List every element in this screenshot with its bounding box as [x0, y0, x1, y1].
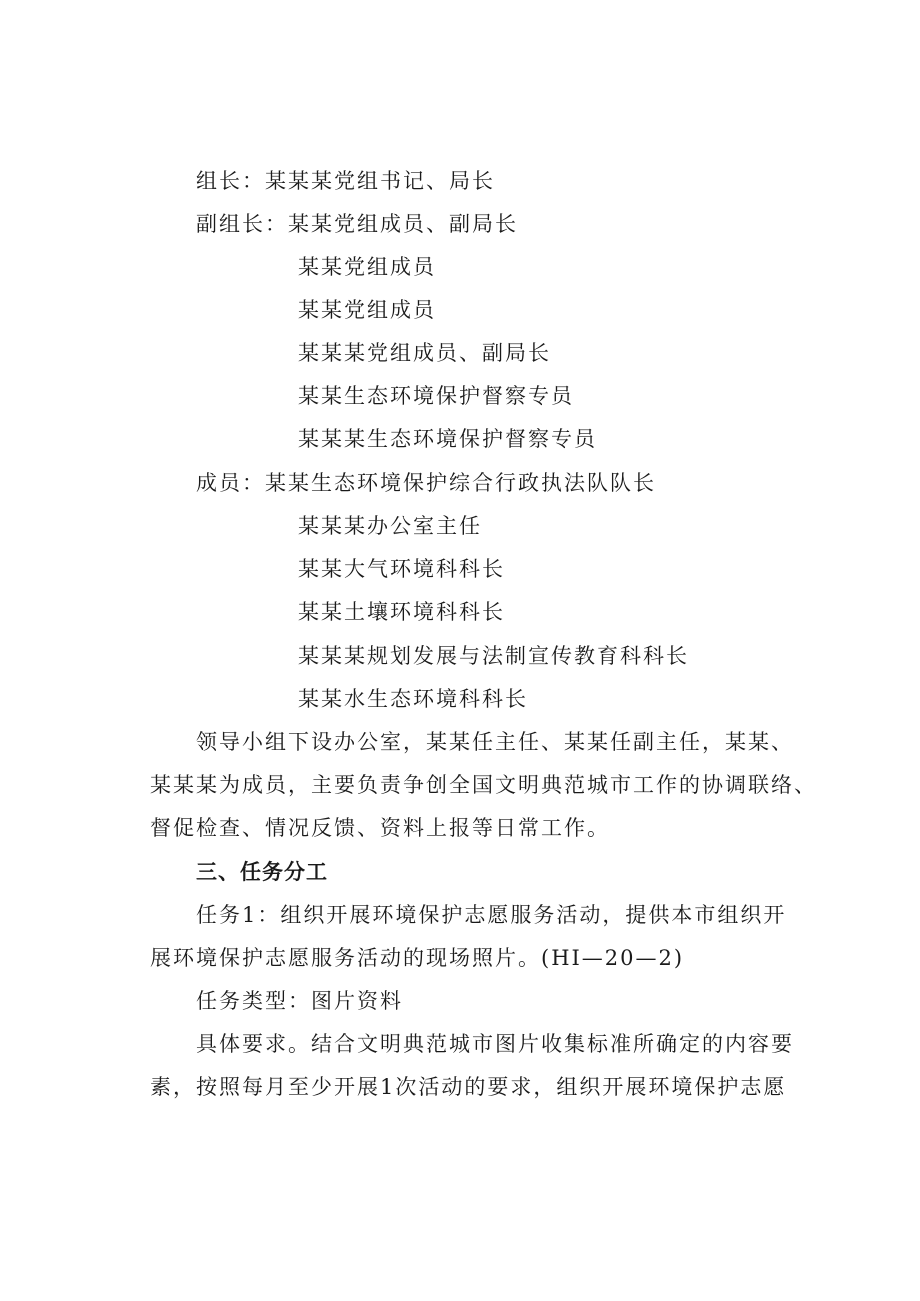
office-paragraph-line: 某某某为成员，主要负责争创全国文明典范城市工作的协调联络、 [150, 773, 817, 797]
task1-line: 展环境保护志愿服务活动的现场照片。(HI—20—2) [150, 946, 685, 970]
member-item: 某某土壤环境科科长 [298, 600, 505, 624]
section-heading: 三、任务分工 [196, 860, 328, 884]
deputy-item: 某某某生态环境保护督察专员 [298, 427, 597, 451]
requirement-line: 素，按照每月至少开展1次活动的要求，组织开展环境保护志愿 [150, 1075, 787, 1099]
requirement-line: 具体要求。结合文明典范城市图片收集标准所确定的内容要 [196, 1032, 794, 1056]
deputy-leader-line: 副组长：某某党组成员、副局长 [196, 212, 518, 236]
office-paragraph-line: 领导小组下设办公室，某某任主任、某某任副主任，某某、 [196, 730, 794, 754]
member-item: 某某大气环境科科长 [298, 557, 505, 581]
task-type-line: 任务类型：图片资料 [196, 989, 403, 1013]
task1-line: 任务1：组织开展环境保护志愿服务活动，提供本市组织开 [196, 903, 787, 927]
member-item: 某某某规划发展与法制宣传教育科科长 [298, 644, 689, 668]
deputy-item: 某某党组成员 [298, 298, 436, 322]
deputy-item: 某某党组成员 [298, 255, 436, 279]
office-paragraph-line: 督促检查、情况反馈、资料上报等日常工作。 [150, 816, 610, 840]
leader-line: 组长：某某某党组书记、局长 [196, 169, 495, 193]
member-item: 某某水生态环境科科长 [298, 687, 528, 711]
deputy-item: 某某某党组成员、副局长 [298, 341, 551, 365]
member-item: 某某某办公室主任 [298, 514, 482, 538]
members-line: 成员：某某生态环境保护综合行政执法队队长 [196, 471, 656, 495]
deputy-item: 某某生态环境保护督察专员 [298, 384, 574, 408]
